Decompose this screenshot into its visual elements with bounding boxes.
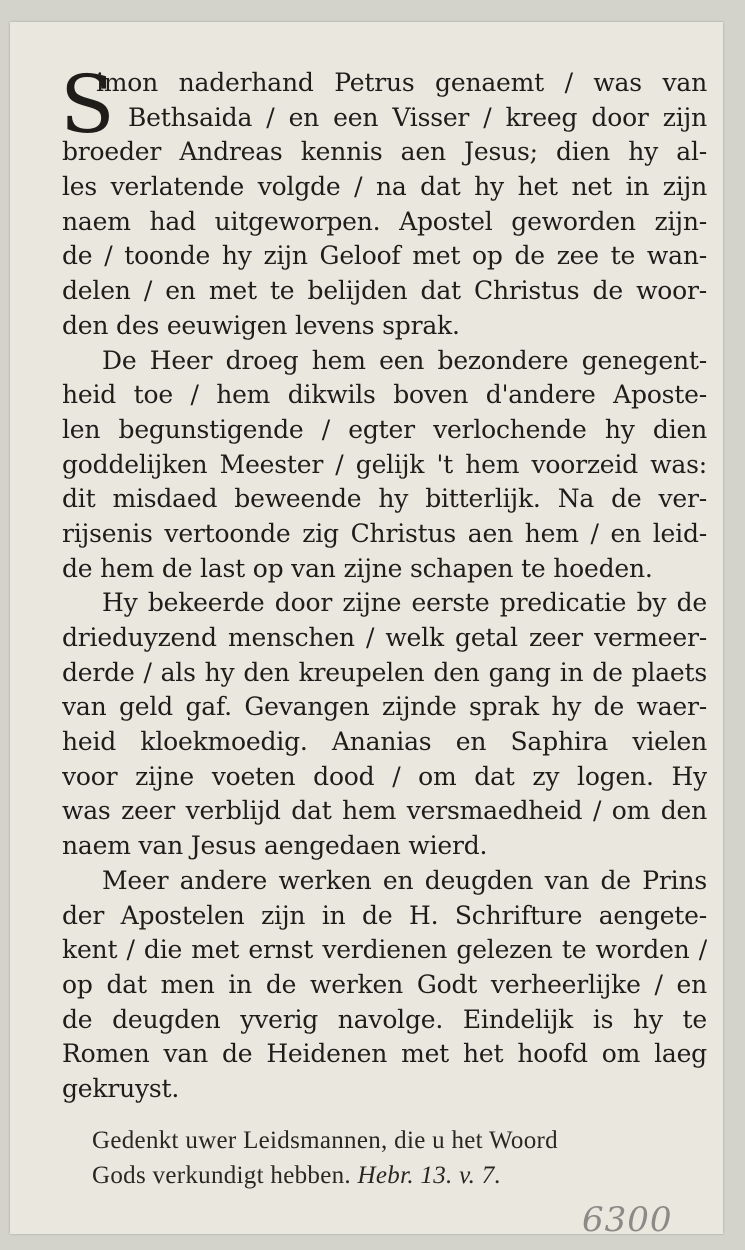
body-text — [60, 58, 707, 1107]
text-line: van geld gaf. Gevangen zijnde sprak hy de waer- — [62, 692, 707, 722]
drop-cap: S — [60, 58, 115, 151]
motto-text: Gods verkundigt hebben. — [92, 1161, 351, 1189]
text-line: les verlatende volgde / na dat hy het net in zijn — [62, 172, 707, 202]
text-line: voor zijne voeten dood / om dat zy logen. Hy — [62, 761, 707, 791]
text-line: Meer andere werken en deugden van de Prins — [102, 865, 707, 895]
text-line: heid toe / hem dikwils boven d'andere Aposte- — [62, 380, 707, 410]
text-line: gekruyst. — [62, 1073, 180, 1103]
text-line: heid kloekmoedig. Ananias en Saphira vielen — [62, 727, 707, 757]
text-line: derde / als hy den kreupelen den gang in de plaets — [62, 657, 707, 687]
text-line: broeder Andreas kennis aen Jesus; dien hy al- — [62, 137, 707, 167]
text-line: den des eeuwigen levens sprak. — [62, 310, 460, 340]
text-line: goddelijken Meester / gelijk 't hem voorzeid was: — [62, 449, 707, 479]
scripture-reference: Hebr. 13. v. 7. — [357, 1161, 502, 1189]
text-line: rijsenis vertoonde zig Christus aen hem / en leid- — [62, 518, 707, 548]
text-line: op dat men in de werken Godt verheerlijke / en — [62, 969, 707, 999]
text-line: Hy bekeerde door zijne eerste predicatie by de — [102, 588, 707, 618]
text-line: naem van Jesus aengedaen wierd. — [62, 831, 488, 861]
text-line: delen / en met te belijden dat Christus de woor- — [62, 276, 707, 306]
text-line: kent / die met ernst verdienen gelezen te worden / — [62, 935, 707, 965]
text-line: drieduyzend menschen / welk getal zeer vermeer- — [62, 623, 707, 652]
text-line: was zeer verblijd dat hem versmaedheid / om den — [62, 796, 707, 826]
motto-line-2 — [92, 1159, 702, 1194]
text-line: dit misdaed beweende hy bitterlijk. Na de ver- — [62, 484, 707, 514]
handwritten-inventory-number: 6300 — [582, 1200, 673, 1240]
motto-line: Gedenkt uwer Leidsmannen, die u het Woord — [92, 1127, 558, 1154]
text-line: de deugden yverig navolge. Eindelijk is hy te — [62, 1004, 707, 1034]
paper-sheet — [10, 22, 723, 1240]
text-line: de hem de last op van zijne schapen te hoeden. — [62, 553, 653, 583]
text-line: imon naderhand Petrus genaemt / was van — [96, 68, 707, 97]
text-line: de / toonde hy zijn Geloof met op de zee te wan- — [62, 241, 707, 271]
text-line: len begunstigende / egter verlochende hy dien — [62, 414, 707, 444]
text-line: der Apostelen zijn in de H. Schrifture aengete- — [62, 900, 707, 930]
text-line: Bethsaida / en een Visser / kreeg door zijn — [128, 102, 707, 132]
text-line: naem had uitgeworpen. Apostel geworden zijn- — [62, 206, 707, 236]
text-line: De Heer droeg hem een bezondere genegent- — [102, 345, 707, 375]
scripture-motto — [92, 1124, 702, 1193]
text-line: Romen van de Heidenen met het hoofd om laeg — [62, 1039, 707, 1069]
